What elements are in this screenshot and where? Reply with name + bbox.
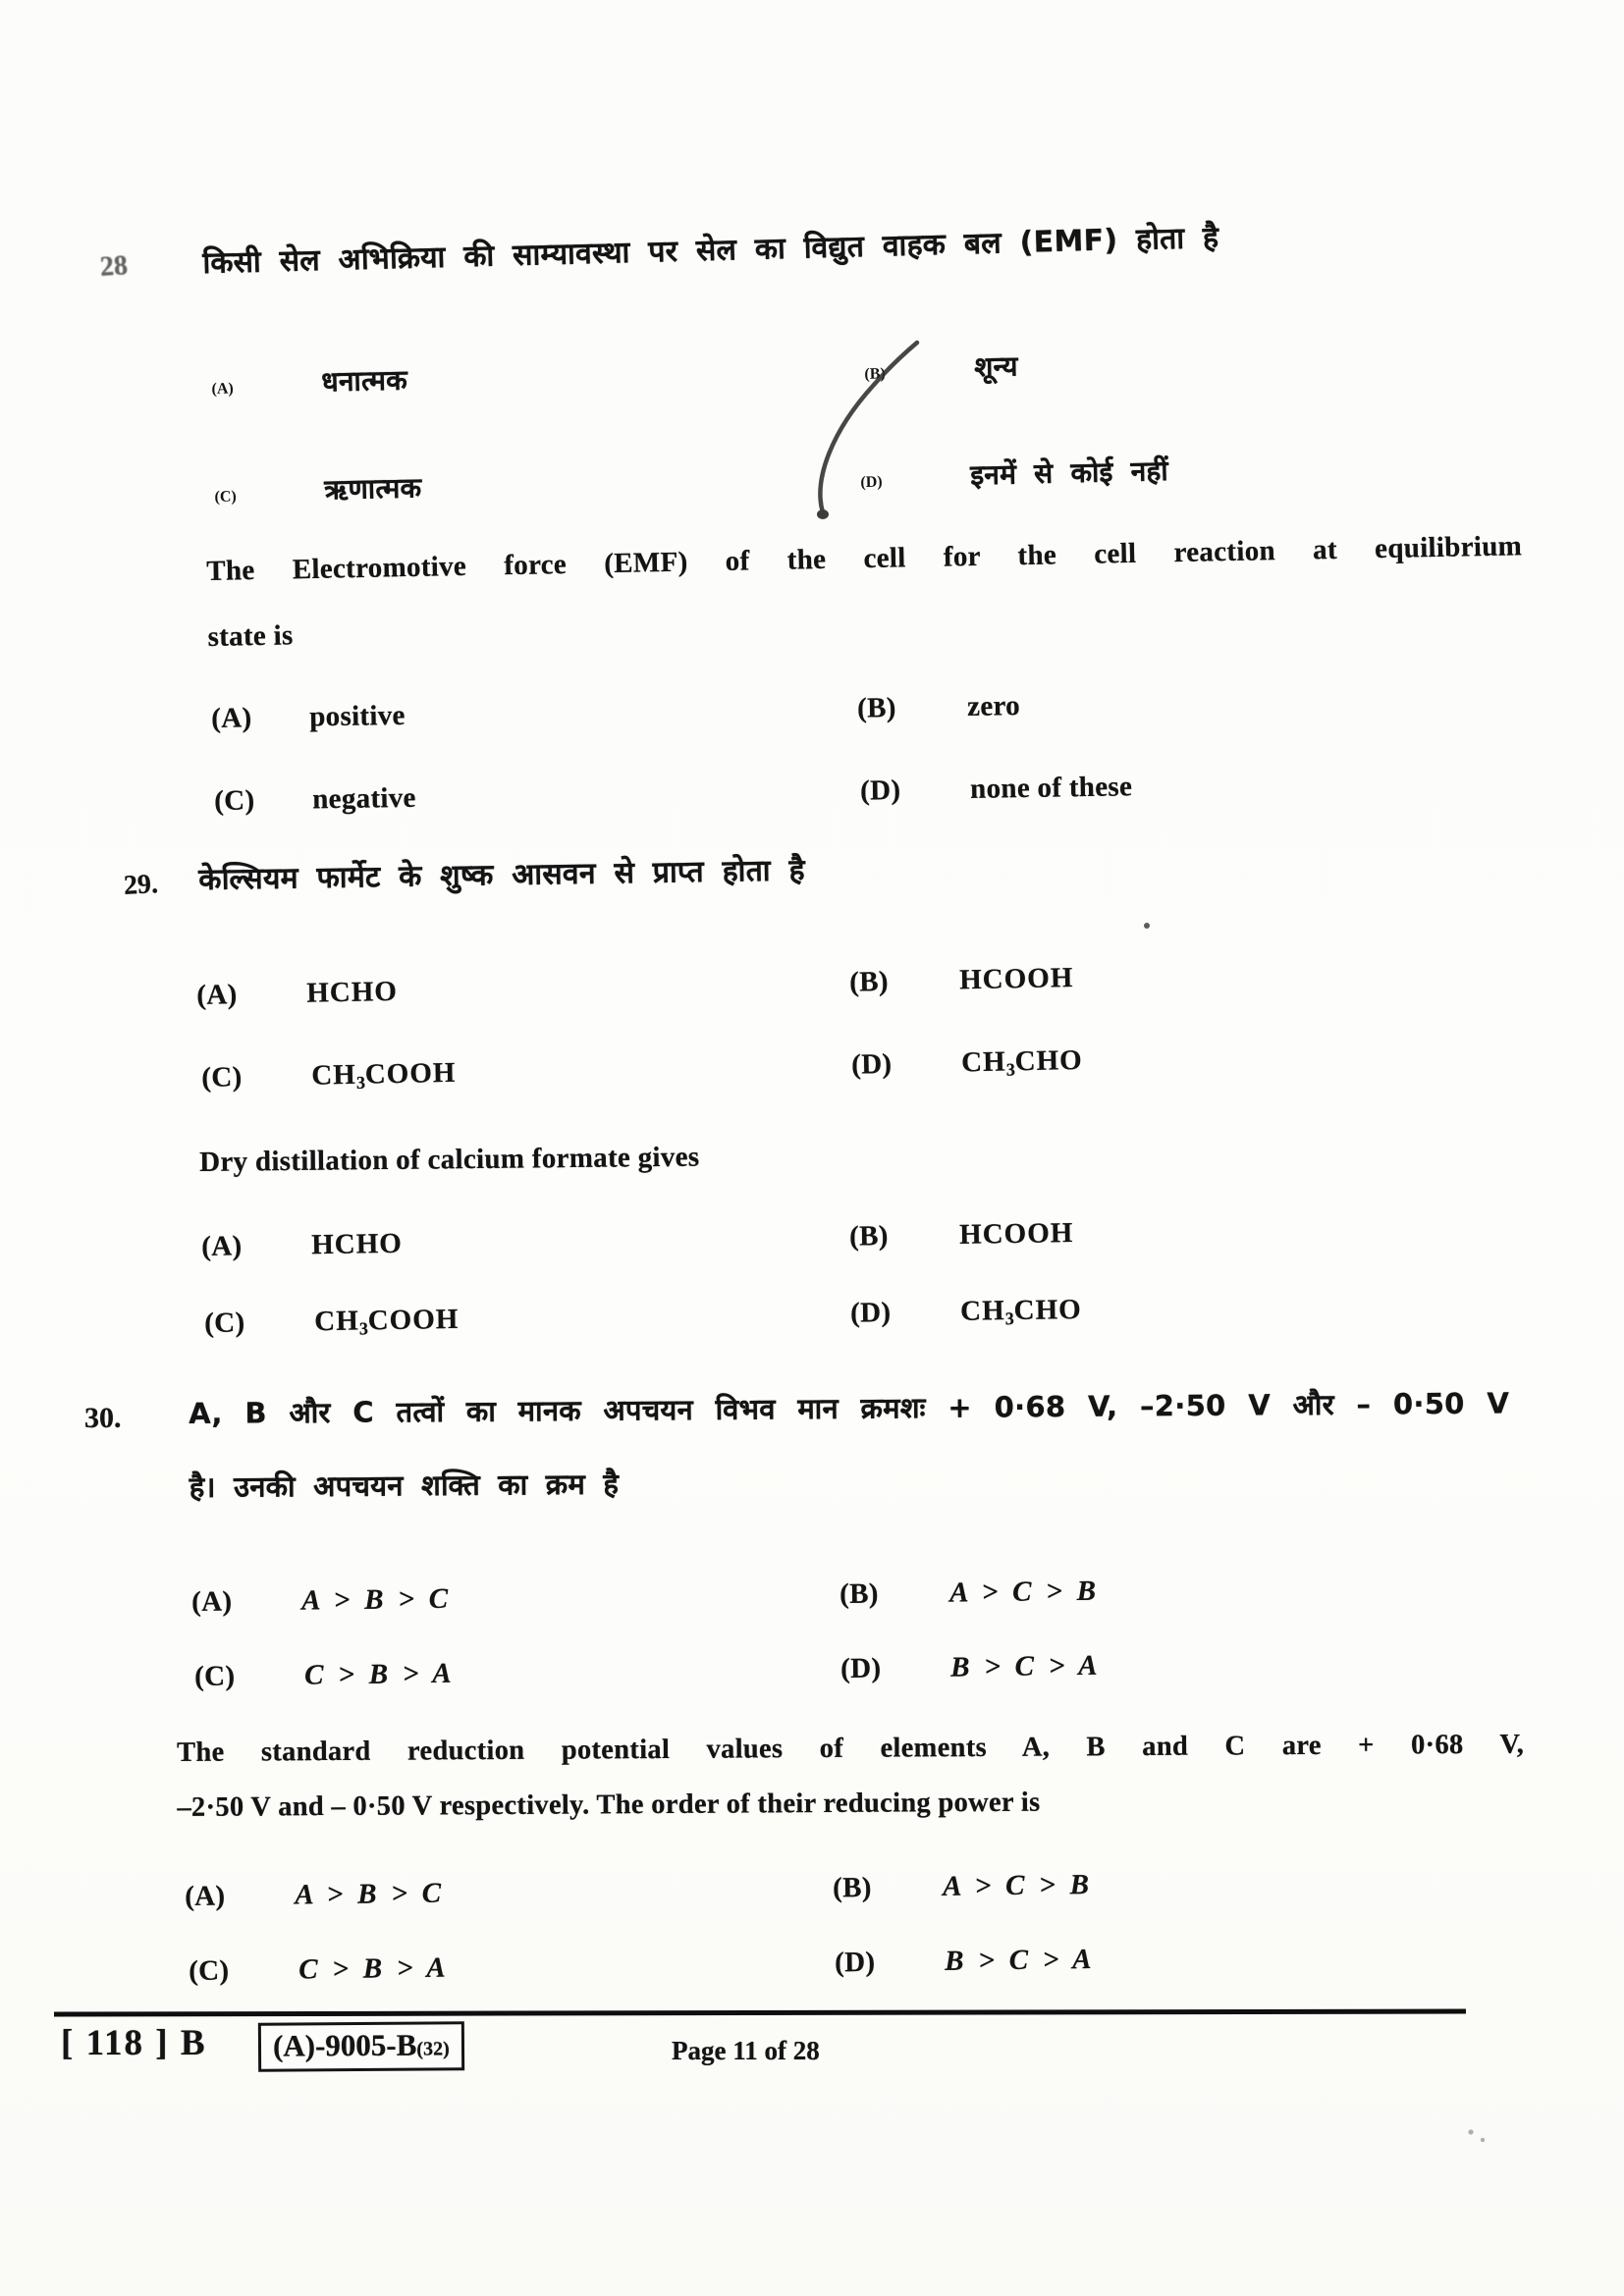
option-label: (D) xyxy=(834,1946,876,1979)
paper-code-main: (A)-9005-B xyxy=(272,2027,417,2063)
option-c xyxy=(201,1057,457,1096)
option-text: धनात्मक xyxy=(321,363,408,399)
english-line-2: –2·50 V and – 0·50 V respectively. The order of their reducing power is xyxy=(177,1787,1041,1823)
option-d xyxy=(840,1650,1098,1685)
option-text: A > C > B xyxy=(948,1575,1097,1609)
option-label: (A) xyxy=(211,702,252,734)
question-29-hindi-options-row-2 xyxy=(201,1038,1449,1111)
option-d xyxy=(860,771,1132,807)
option-label: (A) xyxy=(191,1585,233,1618)
paper-code-sub: (32) xyxy=(416,2038,450,2060)
question-29-hindi-text: केल्सियम फार्मेट के शुष्क आसवन से प्राप्त होता है xyxy=(198,853,806,897)
question-28-english-options-row-1 xyxy=(211,683,1459,752)
option-b xyxy=(833,1869,1090,1904)
question-30-english-options-row-2 xyxy=(189,1939,1436,2004)
option-label: (A) xyxy=(211,380,234,398)
option-label: (A) xyxy=(196,979,238,1011)
option-text: ऋणात्मक xyxy=(324,471,422,507)
option-label: (B) xyxy=(856,692,896,724)
chemical-formula: $CH_3CHO$ xyxy=(959,1293,1082,1329)
option-text: C > B > A xyxy=(298,1951,447,1986)
option-a xyxy=(211,360,407,402)
option-label: (C) xyxy=(214,488,237,506)
question-28-number: 28 xyxy=(98,250,130,283)
option-d xyxy=(851,1044,1083,1084)
question-30-hindi-options-row-2 xyxy=(194,1645,1442,1710)
option-label: (A) xyxy=(201,1230,243,1262)
question-28-hindi-text: किसी सेल अभिक्रिया की साम्यावस्था पर सेल का विद्युत वाहक बल (EMF) होता है xyxy=(202,220,1219,281)
question-29-english-text: Dry distillation of calcium formate gives xyxy=(199,1141,700,1178)
question-28-hindi-options-row-2 xyxy=(214,445,1462,522)
hindi-line-2: है। उनकी अपचयन शक्ति का क्रम है xyxy=(189,1467,620,1504)
chemical-formula: $CH_3CHO$ xyxy=(960,1043,1084,1080)
question-30-hindi-text xyxy=(189,1383,1510,1506)
option-text: इनमें से कोई नहीं xyxy=(969,454,1169,492)
question-28-english-text xyxy=(206,530,1529,654)
option-b xyxy=(839,1575,1097,1611)
option-b xyxy=(857,690,1020,725)
option-text: B > C > A xyxy=(944,1943,1093,1977)
option-label: (A) xyxy=(185,1880,226,1912)
option-label: (C) xyxy=(204,1307,245,1339)
option-a xyxy=(185,1878,442,1913)
question-30-english-text xyxy=(177,1730,1525,1824)
page-number-label: Page 11 of 28 xyxy=(672,2036,820,2065)
option-c xyxy=(214,782,416,818)
footer-divider-rule xyxy=(54,2008,1466,2016)
question-29-english-options-row-2 xyxy=(204,1288,1452,1357)
option-text: zero xyxy=(966,690,1021,722)
option-text: A > C > B xyxy=(942,1868,1090,1902)
option-a xyxy=(196,976,398,1014)
chemical-formula: HCOOH xyxy=(958,962,1074,996)
option-a xyxy=(191,1583,449,1619)
question-30-english-options-row-1 xyxy=(185,1864,1433,1930)
option-a xyxy=(211,700,406,735)
chemical-formula: HCOOH xyxy=(958,1217,1074,1251)
option-label: (B) xyxy=(848,1220,889,1253)
option-label: (B) xyxy=(848,965,890,998)
option-text: positive xyxy=(308,699,406,733)
option-label: (C) xyxy=(201,1061,243,1094)
option-b xyxy=(864,347,1018,388)
english-line-2: state is xyxy=(207,619,294,653)
option-label: (D) xyxy=(859,774,901,807)
english-line-1: The Electromotive force (EMF) of the cell for the cell reaction at equilibrium xyxy=(206,530,1523,587)
option-label: (B) xyxy=(832,1871,872,1904)
option-label: (D) xyxy=(850,1047,893,1081)
option-text: none of these xyxy=(969,771,1133,805)
option-label: (D) xyxy=(839,1652,882,1684)
option-a xyxy=(201,1228,403,1265)
option-label: (C) xyxy=(189,1954,230,1987)
question-28-english-options-row-2 xyxy=(214,766,1462,834)
option-text: C > B > A xyxy=(303,1657,453,1691)
option-d xyxy=(850,1294,1082,1332)
option-text: B > C > A xyxy=(949,1649,1099,1683)
question-29-hindi-options-row-1 xyxy=(196,955,1444,1029)
option-label: (D) xyxy=(849,1297,892,1329)
booklet-code: [ 118 ] B xyxy=(61,2023,207,2063)
option-label: (B) xyxy=(864,365,886,383)
hindi-line-1: A, B और C तत्वों का मानक अपचयन विभव मान क्रमशः + 0·68 V, –2·50 V और – 0·50 V xyxy=(189,1386,1510,1430)
chemical-formula: $CH_3COOH$ xyxy=(310,1056,457,1093)
option-c xyxy=(194,1658,452,1693)
question-28-hindi-options-row-1 xyxy=(211,337,1459,414)
option-b xyxy=(849,1217,1074,1255)
option-label: (D) xyxy=(860,473,883,492)
option-d xyxy=(835,1944,1092,1979)
paper-code-box xyxy=(258,2021,464,2071)
chemical-formula: HCHO xyxy=(310,1227,404,1261)
option-c xyxy=(214,468,422,510)
question-30-number: 30. xyxy=(84,1402,122,1434)
option-c xyxy=(204,1304,460,1342)
option-text: A > B > C xyxy=(294,1877,442,1911)
option-c xyxy=(189,1952,446,1988)
option-label: (B) xyxy=(839,1577,879,1610)
option-label: (C) xyxy=(214,784,255,817)
chemical-formula: $CH_3COOH$ xyxy=(313,1303,460,1339)
option-b xyxy=(849,962,1074,1001)
question-29-english-options-row-1 xyxy=(201,1211,1449,1280)
ink-dot xyxy=(1144,923,1150,929)
question-30-hindi-options-row-1 xyxy=(191,1571,1439,1635)
option-text: शून्य xyxy=(973,349,1019,384)
option-label: (C) xyxy=(194,1660,236,1692)
option-text: A > B > C xyxy=(300,1582,449,1617)
question-29-number: 29. xyxy=(123,869,159,901)
chemical-formula: HCHO xyxy=(305,975,399,1009)
english-line-1: The standard reduction potential values of elements A, B and C are + 0·68 V, xyxy=(177,1729,1525,1768)
paper-speck xyxy=(1468,2129,1485,2142)
option-text: negative xyxy=(311,781,416,816)
option-d xyxy=(860,452,1168,496)
